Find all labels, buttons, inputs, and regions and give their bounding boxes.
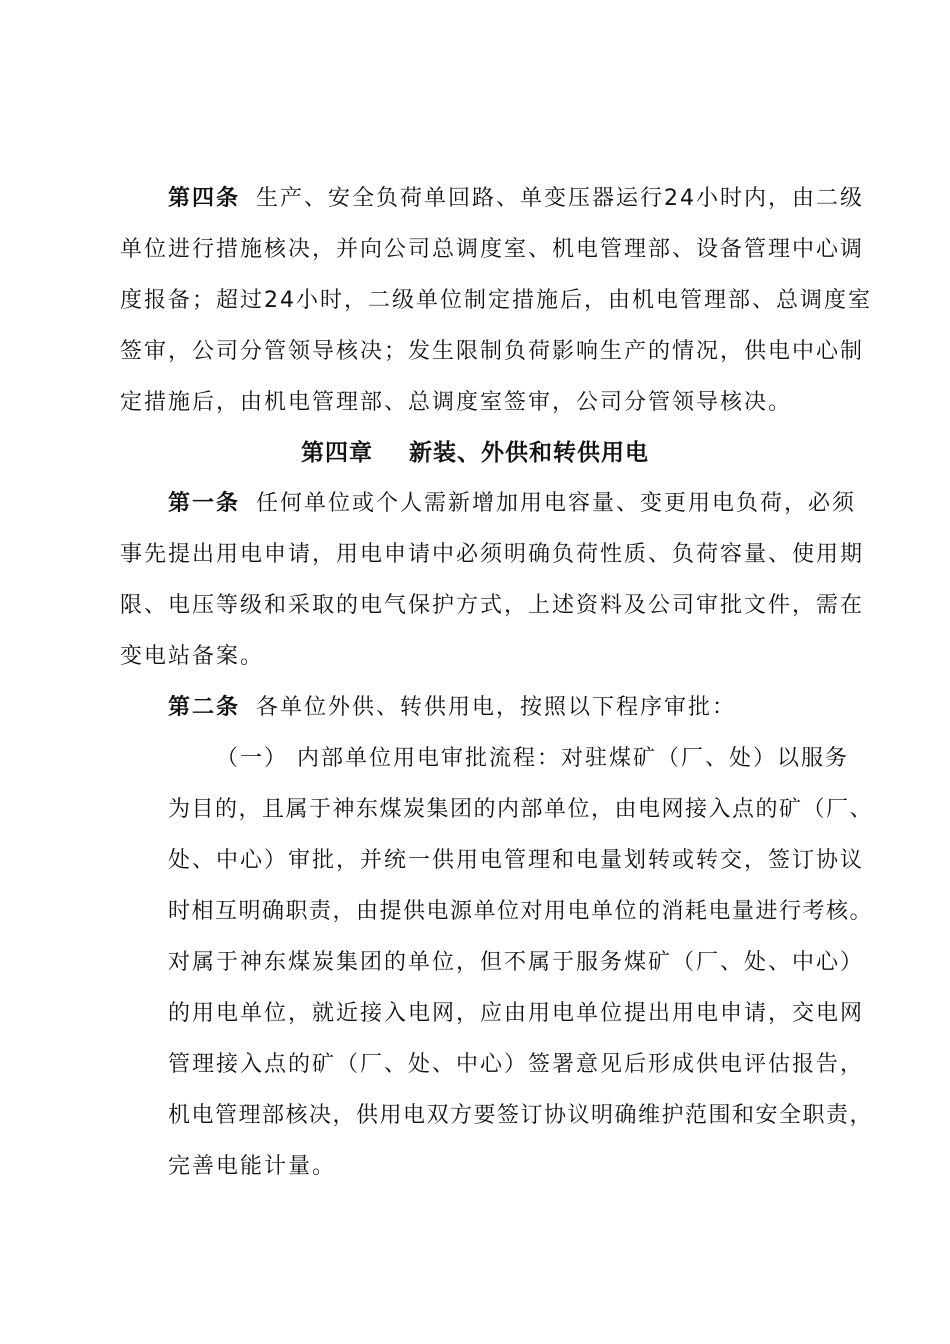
article-1-label: 第一条	[168, 491, 241, 516]
article-4-label: 第四条	[168, 186, 241, 211]
article-1-text: 任何单位或个人需新增加用电容量、变更用电负荷，必须	[256, 491, 857, 516]
item-1-line-7: 管理接入点的矿（厂、处、中心）签署意见后形成供电评估报告，	[168, 1052, 865, 1077]
article-1-line-3: 限、电压等级和采取的电气保护方式，上述资料及公司审批文件，需在	[120, 593, 865, 618]
article-2-line-1	[168, 693, 736, 723]
item-1-line-1: （一） 内部单位用电审批流程：对驻煤矿（厂、处）以服务	[216, 746, 849, 771]
item-1-line-4: 时相互明确职责，由提供电源单位对用电单位的消耗电量进行考核。	[168, 899, 874, 924]
article-4-line-5: 定措施后，由机电管理部、总调度室签审，公司分管领导核决。	[120, 390, 793, 415]
item-1-line-3: 处、中心）审批，并统一供用电管理和电量划转或转交，签订协议	[168, 848, 865, 873]
item-1-line-9: 完善电能计量。	[168, 1154, 337, 1179]
article-2-text: 各单位外供、转供用电，按照以下程序审批：	[256, 695, 737, 720]
article-1-line-1	[168, 489, 856, 519]
article-4-line-3: 度报备；超过24小时，二级单位制定措施后，由机电管理部、总调度室	[120, 288, 872, 313]
item-1-line-6: 的用电单位，就近接入电网，应由用电单位提出用电申请，交电网	[168, 1001, 865, 1026]
article-4-text: 生产、安全负荷单回路、单变压器运行24小时内，由二级	[256, 186, 865, 211]
item-1-line-5: 对属于神东煤炭集团的单位，但不属于服务煤矿（厂、处、中心）	[168, 950, 865, 975]
item-1-line-2: 为目的，且属于神东煤炭集团的内部单位，由电网接入点的矿（厂、	[168, 797, 874, 822]
item-1-line-8: 机电管理部核决，供用电双方要签订协议明确维护范围和安全职责，	[168, 1103, 874, 1128]
article-1-line-2: 事先提出用电申请，用电申请中必须明确负荷性质、负荷容量、使用期	[120, 542, 865, 567]
article-4-line-2: 单位进行措施核决，并向公司总调度室、机电管理部、设备管理中心调	[120, 237, 865, 262]
chapter-title: 第四章 新装、外供和转供用电	[300, 439, 650, 466]
article-4-line-4: 签审，公司分管领导核决；发生限制负荷影响生产的情况，供电中心制	[120, 339, 865, 364]
article-4-line-1	[168, 184, 864, 214]
article-1-line-4: 变电站备案。	[120, 644, 265, 669]
article-2-label: 第二条	[168, 695, 241, 720]
